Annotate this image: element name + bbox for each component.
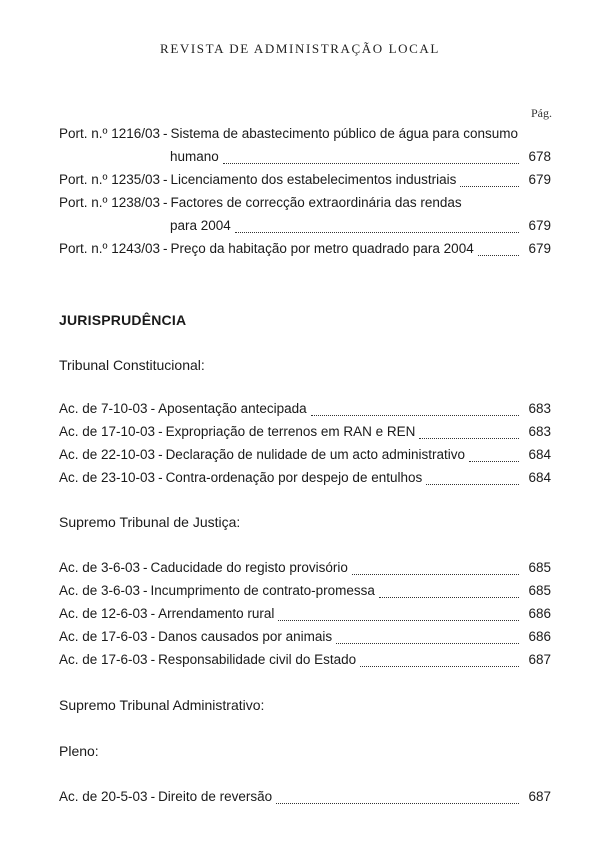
entry-title-cont: para 2004 — [170, 218, 231, 233]
dot-leader — [223, 162, 519, 164]
entry-title: Caducidade do registo provisório — [150, 560, 348, 575]
running-header: REVISTA DE ADMINISTRAÇÃO LOCAL — [160, 41, 440, 56]
court-heading: Supremo Tribunal Administrativo: — [59, 697, 265, 713]
dot-leader — [379, 596, 519, 598]
entry-page: 685 — [528, 583, 551, 598]
entry-ref: Ac. de 3-6-03 — [59, 583, 141, 598]
toc-entry[interactable]: Port. n.º 1216/03 - Sistema de abastecimento público de água para consumo — [59, 126, 518, 141]
entry-page: 679 — [528, 241, 551, 256]
entry-title: Factores de correcção extraordinária das rendas — [170, 195, 462, 210]
dot-leader — [426, 483, 519, 485]
entry-title: Danos causados por animais — [158, 629, 333, 644]
entry-page: 685 — [528, 560, 551, 575]
entry-ref: Ac. de 17-6-03 — [59, 629, 148, 644]
entry-page: 687 — [528, 789, 551, 804]
page-column-label: Pág. — [531, 106, 552, 120]
toc-entry[interactable]: Ac. de 3-6-03 - Caducidade do registo provisório 685 — [59, 560, 551, 575]
court-subheading: Pleno: — [59, 743, 99, 759]
entry-page: 684 — [528, 447, 551, 462]
entry-title: Arrendamento rural — [158, 606, 275, 621]
entry-ref: Port. n.º 1238/03 — [59, 195, 160, 210]
entry-ref: Ac. de 23-10-03 — [59, 470, 156, 485]
toc-entry[interactable]: Ac. de 7-10-03 - Aposentação antecipada 683 — [59, 401, 551, 416]
entry-title: Expropriação de terrenos em RAN e REN — [165, 424, 416, 439]
toc-entry-continuation[interactable] — [59, 218, 551, 238]
entry-page: 683 — [528, 401, 551, 416]
toc-entry[interactable]: Ac. de 23-10-03 - Contra-ordenação por despejo de entulhos 684 — [59, 470, 551, 485]
entry-title: Direito de reversão — [158, 789, 273, 804]
toc-entry[interactable]: Ac. de 17-10-03 - Expropriação de terrenos em RAN e REN 683 — [59, 424, 551, 439]
dot-leader — [469, 460, 519, 462]
entry-title: Preço da habitação por metro quadrado para 2004 — [170, 241, 474, 256]
dot-leader — [478, 254, 519, 256]
entry-title: Contra-ordenação por despejo de entulhos — [165, 470, 423, 485]
entry-page: 679 — [528, 172, 551, 187]
court-heading: Tribunal Constitucional: — [59, 357, 205, 373]
entry-ref: Port. n.º 1243/03 — [59, 241, 160, 256]
entry-page: 683 — [528, 424, 551, 439]
dot-leader — [360, 665, 519, 667]
entry-page: 679 — [528, 218, 551, 233]
section-heading: JURISPRUDÊNCIA — [59, 312, 187, 328]
entry-title: Incumprimento de contrato-promessa — [150, 583, 375, 598]
entry-title-cont: humano — [170, 149, 219, 164]
entry-title: Declaração de nulidade de um acto administrativo — [165, 447, 465, 462]
dot-leader — [278, 619, 519, 621]
entry-title: Aposentação antecipada — [158, 401, 307, 416]
dot-leader — [276, 802, 519, 804]
entry-ref: Ac. de 7-10-03 — [59, 401, 148, 416]
toc-entry[interactable]: Ac. de 22-10-03 - Declaração de nulidade de um acto administrativo 684 — [59, 447, 551, 462]
entry-page: 686 — [528, 606, 551, 621]
entry-ref: Port. n.º 1235/03 — [59, 172, 160, 187]
toc-entry[interactable]: Ac. de 17-6-03 - Danos causados por animais 686 — [59, 629, 551, 644]
entry-title: Licenciamento dos estabelecimentos industriais — [170, 172, 457, 187]
entry-ref: Ac. de 17-10-03 — [59, 424, 156, 439]
toc-entry-continuation[interactable] — [59, 149, 551, 169]
entry-ref: Ac. de 12-6-03 — [59, 606, 148, 621]
toc-entry[interactable]: Port. n.º 1243/03 - Preço da habitação por metro quadrado para 2004 679 — [59, 241, 551, 256]
entry-title: Sistema de abastecimento público de água para consumo — [170, 126, 518, 141]
dot-leader — [460, 185, 519, 187]
entry-ref: Ac. de 20-5-03 — [59, 789, 148, 804]
entry-page: 678 — [528, 149, 551, 164]
toc-entry[interactable]: Ac. de 20-5-03 - Direito de reversão 687 — [59, 789, 551, 804]
dot-leader — [311, 414, 519, 416]
toc-entry[interactable]: Port. n.º 1235/03 - Licenciamento dos estabelecimentos industriais 679 — [59, 172, 551, 187]
entry-page: 687 — [528, 652, 551, 667]
toc-entry[interactable]: Port. n.º 1238/03 - Factores de correcção extraordinária das rendas — [59, 195, 462, 210]
dot-leader — [352, 573, 519, 575]
entry-ref: Ac. de 17-6-03 — [59, 652, 148, 667]
entry-title: Responsabilidade civil do Estado — [158, 652, 357, 667]
dot-leader — [336, 642, 519, 644]
dot-leader — [235, 231, 519, 233]
entry-ref: Ac. de 3-6-03 — [59, 560, 141, 575]
entry-page: 684 — [528, 470, 551, 485]
entry-ref: Port. n.º 1216/03 — [59, 126, 160, 141]
entry-ref: Ac. de 22-10-03 — [59, 447, 156, 462]
toc-entry[interactable]: Ac. de 3-6-03 - Incumprimento de contrato-promessa 685 — [59, 583, 551, 598]
entry-page: 686 — [528, 629, 551, 644]
toc-entry[interactable]: Ac. de 12-6-03 - Arrendamento rural 686 — [59, 606, 551, 621]
dot-leader — [419, 437, 519, 439]
toc-entry[interactable]: Ac. de 17-6-03 - Responsabilidade civil do Estado 687 — [59, 652, 551, 667]
court-heading: Supremo Tribunal de Justiça: — [59, 514, 241, 530]
